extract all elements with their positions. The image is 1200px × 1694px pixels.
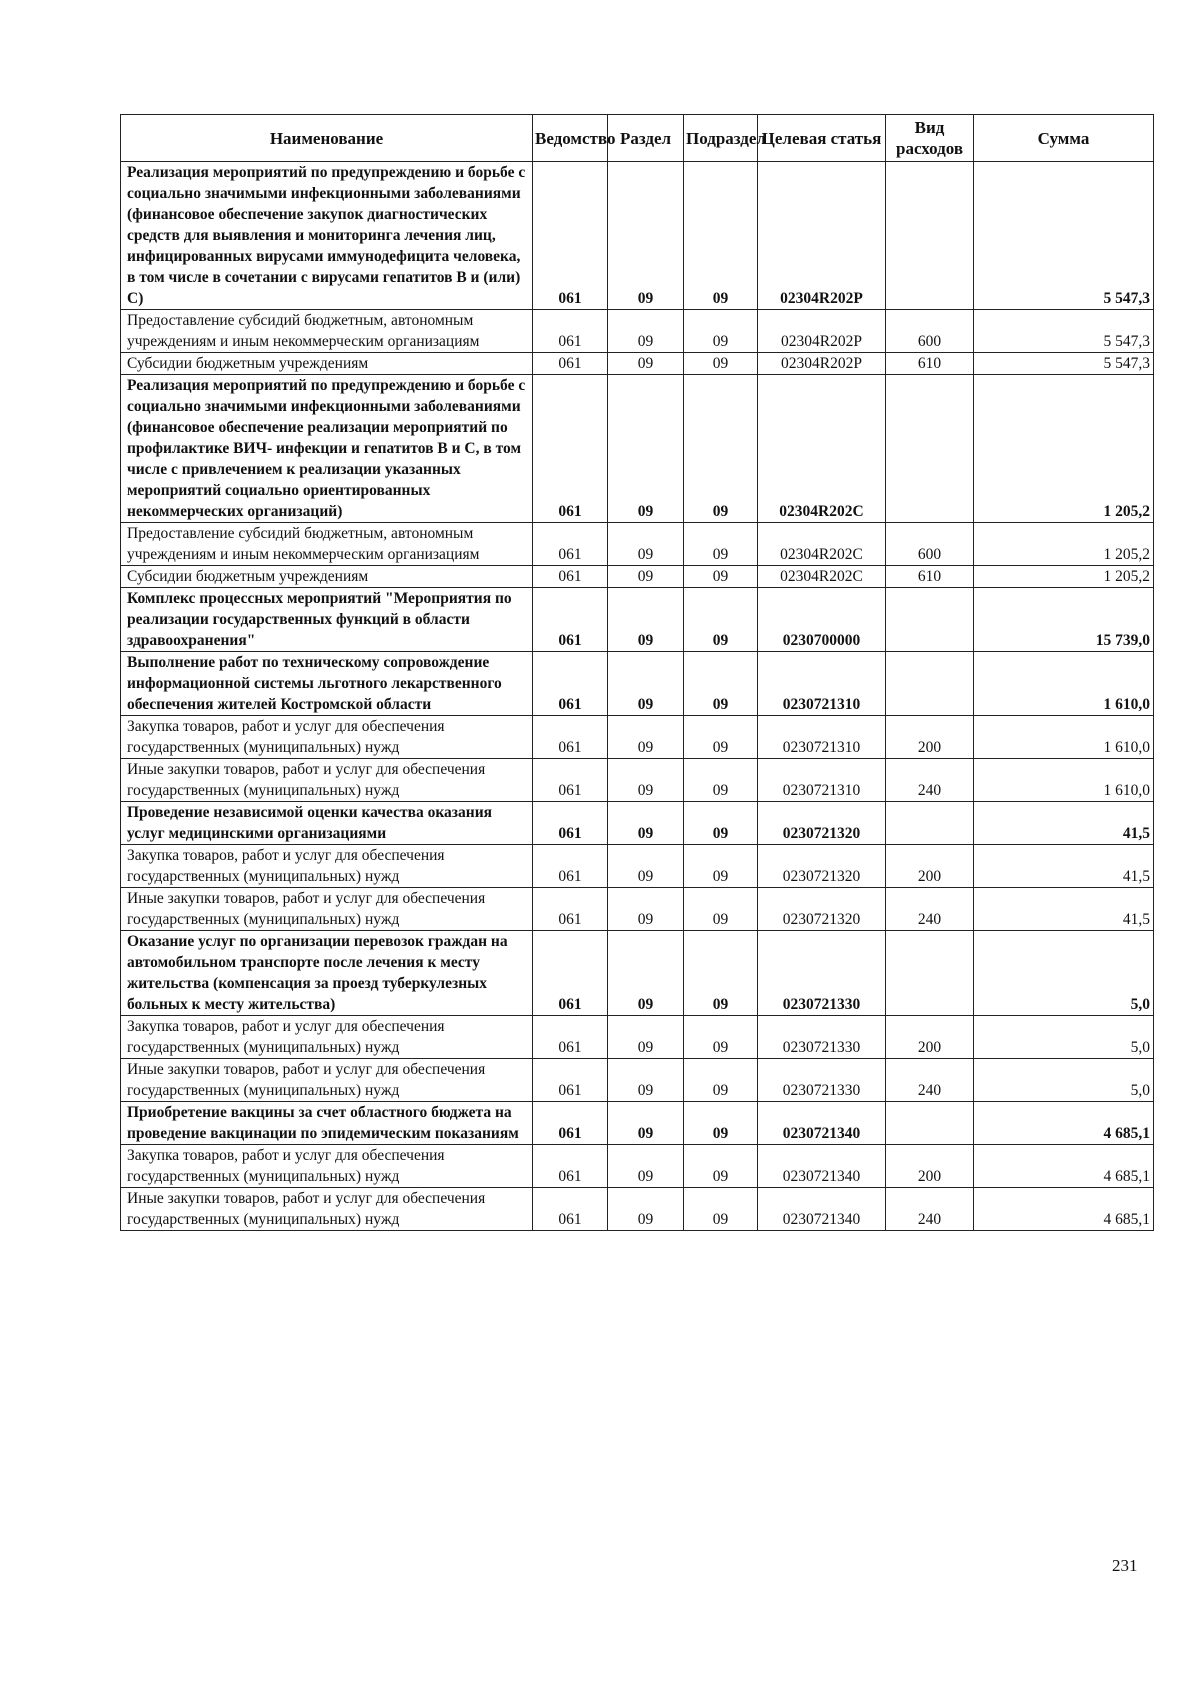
budget-table bbox=[120, 114, 1154, 1231]
cell-section: 09 bbox=[608, 353, 684, 375]
cell-sum: 41,5 bbox=[974, 845, 1154, 888]
cell-dept: 061 bbox=[533, 310, 608, 353]
cell-dept: 061 bbox=[533, 1102, 608, 1145]
cell-dept: 061 bbox=[533, 1059, 608, 1102]
cell-section: 09 bbox=[608, 1145, 684, 1188]
cell-sum: 5 547,3 bbox=[974, 310, 1154, 353]
cell-name: Иные закупки товаров, работ и услуг для обеспечения государственных (муниципальных) нужд bbox=[121, 1059, 533, 1102]
cell-subsection: 09 bbox=[684, 375, 758, 523]
cell-dept: 061 bbox=[533, 931, 608, 1016]
cell-kind: 240 bbox=[886, 759, 974, 802]
cell-target: 0230721320 bbox=[758, 845, 886, 888]
cell-section: 09 bbox=[608, 1059, 684, 1102]
header-sum: Сумма bbox=[974, 115, 1154, 162]
cell-dept: 061 bbox=[533, 1016, 608, 1059]
cell-target: 0230721320 bbox=[758, 888, 886, 931]
cell-name: Предоставление субсидий бюджетным, автономным учреждениям и иным некоммерческим организациям bbox=[121, 523, 533, 566]
cell-kind: 610 bbox=[886, 566, 974, 588]
cell-subsection: 09 bbox=[684, 1016, 758, 1059]
cell-name: Предоставление субсидий бюджетным, автономным учреждениям и иным некоммерческим организациям bbox=[121, 310, 533, 353]
table-row bbox=[121, 716, 1154, 759]
cell-target: 0230721330 bbox=[758, 931, 886, 1016]
table-row bbox=[121, 162, 1154, 310]
cell-section: 09 bbox=[608, 931, 684, 1016]
cell-section: 09 bbox=[608, 375, 684, 523]
cell-sum: 1 610,0 bbox=[974, 652, 1154, 716]
cell-name: Оказание услуг по организации перевозок граждан на автомобильном транспорте после лечения к месту жительства (компенсация за проезд туберкулезных больных к месту жительства) bbox=[121, 931, 533, 1016]
cell-subsection: 09 bbox=[684, 1188, 758, 1231]
cell-subsection: 09 bbox=[684, 802, 758, 845]
cell-target: 0230721340 bbox=[758, 1102, 886, 1145]
cell-target: 02304R202C bbox=[758, 523, 886, 566]
cell-target: 0230721330 bbox=[758, 1016, 886, 1059]
cell-dept: 061 bbox=[533, 1188, 608, 1231]
cell-section: 09 bbox=[608, 566, 684, 588]
cell-subsection: 09 bbox=[684, 716, 758, 759]
cell-kind: 200 bbox=[886, 1016, 974, 1059]
cell-dept: 061 bbox=[533, 652, 608, 716]
table-row bbox=[121, 566, 1154, 588]
cell-sum: 1 205,2 bbox=[974, 566, 1154, 588]
cell-subsection: 09 bbox=[684, 845, 758, 888]
cell-sum: 1 610,0 bbox=[974, 716, 1154, 759]
cell-section: 09 bbox=[608, 1016, 684, 1059]
cell-sum: 15 739,0 bbox=[974, 588, 1154, 652]
table-row bbox=[121, 375, 1154, 523]
cell-name: Иные закупки товаров, работ и услуг для обеспечения государственных (муниципальных) нужд bbox=[121, 1188, 533, 1231]
cell-section: 09 bbox=[608, 888, 684, 931]
header-target: Целевая статья bbox=[758, 115, 886, 162]
cell-dept: 061 bbox=[533, 759, 608, 802]
table-row bbox=[121, 759, 1154, 802]
cell-target: 0230700000 bbox=[758, 588, 886, 652]
cell-sum: 1 205,2 bbox=[974, 375, 1154, 523]
table-row bbox=[121, 888, 1154, 931]
cell-target: 0230721310 bbox=[758, 716, 886, 759]
cell-name: Приобретение вакцины за счет областного бюджета на проведение вакцинации по эпидемическим показаниям bbox=[121, 1102, 533, 1145]
header-dept: Ведомство bbox=[533, 115, 608, 162]
table-row bbox=[121, 845, 1154, 888]
cell-kind: 200 bbox=[886, 845, 974, 888]
cell-kind: 600 bbox=[886, 310, 974, 353]
cell-sum: 41,5 bbox=[974, 888, 1154, 931]
table-row bbox=[121, 310, 1154, 353]
cell-subsection: 09 bbox=[684, 523, 758, 566]
cell-dept: 061 bbox=[533, 353, 608, 375]
header-subsection: Подраздел bbox=[684, 115, 758, 162]
cell-subsection: 09 bbox=[684, 931, 758, 1016]
cell-section: 09 bbox=[608, 588, 684, 652]
cell-subsection: 09 bbox=[684, 588, 758, 652]
cell-kind: 600 bbox=[886, 523, 974, 566]
cell-sum: 5 547,3 bbox=[974, 162, 1154, 310]
cell-dept: 061 bbox=[533, 523, 608, 566]
cell-kind bbox=[886, 802, 974, 845]
cell-section: 09 bbox=[608, 845, 684, 888]
table-row bbox=[121, 1102, 1154, 1145]
cell-subsection: 09 bbox=[684, 310, 758, 353]
cell-sum: 5,0 bbox=[974, 931, 1154, 1016]
cell-name: Иные закупки товаров, работ и услуг для обеспечения государственных (муниципальных) нужд bbox=[121, 888, 533, 931]
cell-sum: 5,0 bbox=[974, 1059, 1154, 1102]
cell-sum: 4 685,1 bbox=[974, 1145, 1154, 1188]
cell-dept: 061 bbox=[533, 588, 608, 652]
cell-subsection: 09 bbox=[684, 1145, 758, 1188]
cell-dept: 061 bbox=[533, 716, 608, 759]
cell-section: 09 bbox=[608, 1188, 684, 1231]
cell-section: 09 bbox=[608, 652, 684, 716]
cell-kind bbox=[886, 931, 974, 1016]
table-row bbox=[121, 1188, 1154, 1231]
cell-sum: 1 610,0 bbox=[974, 759, 1154, 802]
cell-dept: 061 bbox=[533, 888, 608, 931]
cell-subsection: 09 bbox=[684, 1059, 758, 1102]
cell-name: Закупка товаров, работ и услуг для обеспечения государственных (муниципальных) нужд bbox=[121, 716, 533, 759]
cell-kind: 240 bbox=[886, 1059, 974, 1102]
cell-dept: 061 bbox=[533, 845, 608, 888]
cell-sum: 1 205,2 bbox=[974, 523, 1154, 566]
cell-sum: 4 685,1 bbox=[974, 1102, 1154, 1145]
cell-dept: 061 bbox=[533, 1145, 608, 1188]
cell-kind: 610 bbox=[886, 353, 974, 375]
header-kind: Вид расходов bbox=[886, 115, 974, 162]
cell-subsection: 09 bbox=[684, 353, 758, 375]
cell-subsection: 09 bbox=[684, 652, 758, 716]
cell-target: 0230721320 bbox=[758, 802, 886, 845]
cell-target: 02304R202C bbox=[758, 566, 886, 588]
header-row bbox=[121, 115, 1154, 162]
cell-target: 0230721330 bbox=[758, 1059, 886, 1102]
cell-name: Закупка товаров, работ и услуг для обеспечения государственных (муниципальных) нужд bbox=[121, 1145, 533, 1188]
cell-sum: 4 685,1 bbox=[974, 1188, 1154, 1231]
cell-kind bbox=[886, 1102, 974, 1145]
cell-name: Субсидии бюджетным учреждениям bbox=[121, 353, 533, 375]
cell-kind: 240 bbox=[886, 1188, 974, 1231]
header-name: Наименование bbox=[121, 115, 533, 162]
table-row bbox=[121, 523, 1154, 566]
cell-name: Закупка товаров, работ и услуг для обеспечения государственных (муниципальных) нужд bbox=[121, 845, 533, 888]
cell-sum: 5,0 bbox=[974, 1016, 1154, 1059]
cell-target: 02304R202P bbox=[758, 353, 886, 375]
table-row bbox=[121, 652, 1154, 716]
cell-name: Реализация мероприятий по предупреждению и борьбе с социально значимыми инфекционными заболеваниями (финансовое обеспечение реализации мероприятий по профилактике ВИЧ- инфекции и гепатитов B и C, в том числе с привлечением к реализации указанных мероприятий социально ориентированных некоммерческих организаций) bbox=[121, 375, 533, 523]
cell-kind: 240 bbox=[886, 888, 974, 931]
cell-kind bbox=[886, 652, 974, 716]
cell-target: 02304R202P bbox=[758, 162, 886, 310]
cell-name: Реализация мероприятий по предупреждению и борьбе с социально значимыми инфекционными заболеваниями (финансовое обеспечение закупок диагностических средств для выявления и мониторинга лечения лиц, инфицированных вирусами иммунодефицита человека, в том числе в сочетании с вирусами гепатитов B и (или) C) bbox=[121, 162, 533, 310]
table-row bbox=[121, 1059, 1154, 1102]
table-row bbox=[121, 1145, 1154, 1188]
cell-subsection: 09 bbox=[684, 1102, 758, 1145]
cell-section: 09 bbox=[608, 523, 684, 566]
cell-section: 09 bbox=[608, 1102, 684, 1145]
cell-sum: 5 547,3 bbox=[974, 353, 1154, 375]
cell-section: 09 bbox=[608, 802, 684, 845]
table-row bbox=[121, 802, 1154, 845]
cell-name: Закупка товаров, работ и услуг для обеспечения государственных (муниципальных) нужд bbox=[121, 1016, 533, 1059]
page-number: 231 bbox=[1112, 1556, 1138, 1575]
cell-kind: 200 bbox=[886, 716, 974, 759]
cell-name: Комплекс процессных мероприятий "Мероприятия по реализации государственных функций в области здравоохранения" bbox=[121, 588, 533, 652]
cell-kind bbox=[886, 375, 974, 523]
cell-section: 09 bbox=[608, 716, 684, 759]
cell-kind bbox=[886, 588, 974, 652]
cell-target: 0230721310 bbox=[758, 652, 886, 716]
cell-section: 09 bbox=[608, 162, 684, 310]
table-row bbox=[121, 353, 1154, 375]
cell-sum: 41,5 bbox=[974, 802, 1154, 845]
cell-subsection: 09 bbox=[684, 566, 758, 588]
cell-name: Выполнение работ по техническому сопровождение информационной системы льготного лекарственного обеспечения жителей Костромской области bbox=[121, 652, 533, 716]
header-section: Раздел bbox=[608, 115, 684, 162]
cell-target: 0230721340 bbox=[758, 1188, 886, 1231]
cell-subsection: 09 bbox=[684, 759, 758, 802]
cell-subsection: 09 bbox=[684, 162, 758, 310]
table-row bbox=[121, 1016, 1154, 1059]
cell-dept: 061 bbox=[533, 566, 608, 588]
table-row bbox=[121, 588, 1154, 652]
cell-name: Субсидии бюджетным учреждениям bbox=[121, 566, 533, 588]
cell-section: 09 bbox=[608, 310, 684, 353]
cell-name: Иные закупки товаров, работ и услуг для обеспечения государственных (муниципальных) нужд bbox=[121, 759, 533, 802]
cell-dept: 061 bbox=[533, 162, 608, 310]
cell-section: 09 bbox=[608, 759, 684, 802]
cell-dept: 061 bbox=[533, 802, 608, 845]
cell-dept: 061 bbox=[533, 375, 608, 523]
cell-target: 02304R202P bbox=[758, 310, 886, 353]
table-body bbox=[121, 162, 1154, 1231]
cell-kind: 200 bbox=[886, 1145, 974, 1188]
cell-name: Проведение независимой оценки качества оказания услуг медицинскими организациями bbox=[121, 802, 533, 845]
table-row bbox=[121, 931, 1154, 1016]
cell-target: 0230721310 bbox=[758, 759, 886, 802]
cell-target: 0230721340 bbox=[758, 1145, 886, 1188]
cell-kind bbox=[886, 162, 974, 310]
cell-subsection: 09 bbox=[684, 888, 758, 931]
cell-target: 02304R202C bbox=[758, 375, 886, 523]
